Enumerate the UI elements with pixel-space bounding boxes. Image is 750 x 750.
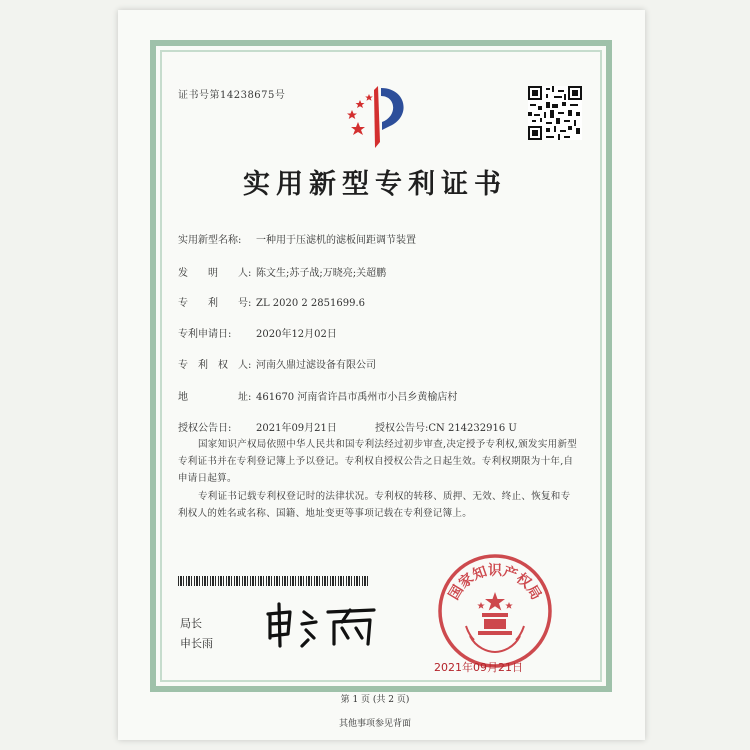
signatory-title: 局长 xyxy=(180,617,202,630)
page-number: 第 1 页 (共 2 页) xyxy=(340,695,410,705)
field-label: 专 利 权 人: xyxy=(178,360,252,371)
field-inventors xyxy=(178,264,386,279)
field-patentee xyxy=(178,356,376,371)
field-application-date xyxy=(178,325,337,340)
field-label: 专利申请日: xyxy=(178,329,232,340)
barcode-icon xyxy=(178,576,370,586)
legal-status-paragraph: 专利证书记载专利权登记时的法律状况。专利权的转移、质押、无效、终止、恢复和专利权人的姓名或名称、国籍、地址变更等事项记载在专利登记簿上。 xyxy=(178,491,571,519)
field-value: 2020年12月02日 xyxy=(256,329,337,340)
certificate-title: 实用新型专利证书 xyxy=(243,169,507,200)
field-label: 地 址: xyxy=(178,392,252,403)
field-grant-date xyxy=(178,419,337,434)
footer-notice: 其他事项参见背面 xyxy=(338,719,411,729)
field-patent-number xyxy=(178,294,365,309)
certificate-number: 证书号第14238675号 xyxy=(178,90,286,101)
field-utility-model-name xyxy=(178,231,416,246)
field-label: 实用新型名称: xyxy=(178,235,242,246)
field-value: 2021年09月21日 xyxy=(256,423,337,434)
signature-icon xyxy=(262,600,382,650)
field-label: 专 利 号: xyxy=(178,298,252,309)
field-value: 461670 河南省许昌市禹州市小吕乡黄榆店村 xyxy=(256,392,458,403)
field-value: CN 214232916 U xyxy=(428,423,517,434)
official-seal-icon xyxy=(436,552,554,670)
field-label: 授权公告日: xyxy=(178,423,232,434)
field-label: 授权公告号: xyxy=(375,423,429,434)
field-value: 一种用于压滤机的滤板间距调节装置 xyxy=(256,235,416,246)
seal-text: 国家知识产权局 xyxy=(446,562,544,603)
field-value: ZL 2020 2 2851699.6 xyxy=(256,298,366,309)
cnipa-logo-icon xyxy=(338,82,418,150)
field-announcement-number xyxy=(375,419,517,434)
grant-statement-paragraph: 国家知识产权局依照中华人民共和国专利法经过初步审查,决定授予专利权,颁发实用新型专利证书并在专利登记簿上予以登记。专利权自授权公告之日起生效。专利权期限为十年,自申请日起算。 xyxy=(178,439,578,484)
signatory-name: 申长雨 xyxy=(180,637,213,650)
field-value: 河南久鼎过滤设备有限公司 xyxy=(256,360,376,371)
field-value: 陈文生;苏子战;万晓亮;关超鹏 xyxy=(256,268,387,279)
field-label: 发 明 人: xyxy=(178,268,252,279)
qr-code-icon[interactable] xyxy=(528,86,582,140)
field-address xyxy=(178,388,457,403)
seal-date: 2021年09月21日 xyxy=(434,661,523,674)
